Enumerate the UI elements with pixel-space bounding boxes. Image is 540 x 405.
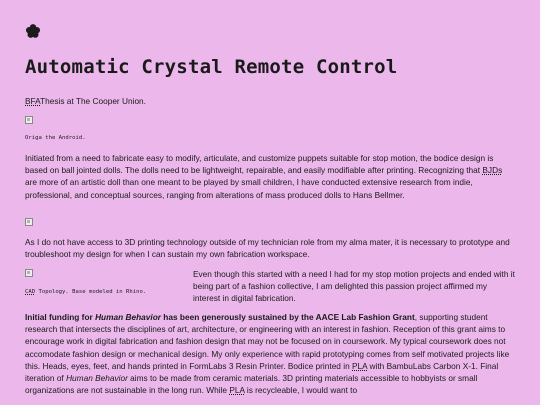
image-caption: Origa the Android. — [25, 135, 86, 141]
bjds-abbr: BJDs — [482, 165, 503, 176]
paragraph-prototype: As I do not have access to 3D printing technology outside of my technician role from my alma mater, it is necessary to prototype and troubleshoot my design for when I can sustain my own fabrication workspace. — [25, 237, 510, 260]
bfa-abbr: BFA — [25, 96, 41, 106]
image-caption: CAD Topology. Base modeled in Rhino. — [25, 289, 147, 295]
page-title: Automatic Crystal Remote Control — [25, 56, 398, 78]
pla-abbr: PLA — [352, 360, 368, 371]
paragraph-passion: Even though this started with a need I had for my stop motion projects and ended with it being part of a fashion collective, I am delighted this passion project affirmed my interest in digital fabrication. — [193, 269, 515, 304]
intro-text: BFAThesis at The Cooper Union. — [25, 96, 146, 106]
broken-image-icon — [25, 269, 33, 277]
pla-abbr: PLA — [229, 385, 245, 396]
broken-image-icon — [25, 218, 33, 226]
broken-image-icon — [25, 116, 33, 124]
paragraph-design: Initiated from a need to fabricate easy to modify, articulate, and customize puppets suitable for stop motion, the bodice design is based on ball jointed dolls. The dolls need to be lightweight, repairable, and easily modifiable after printing. Recognizing that BJDs are more of an artistic doll than one meant to be played by small children, I have conducted extensive research from indie, professional, and conceptual sources, ranging from alterations of mass produced dolls to Hans Bellmer. — [25, 153, 503, 200]
cad-abbr: CAD — [25, 289, 36, 295]
flower-logo-icon[interactable] — [25, 23, 41, 39]
paragraph-funding: Initial funding for Human Behavior has been generously sustained by the AACE Lab Fashion Grant, supporting student research that intersects the disciplines of art, architecture, or engineering with an interest in fashion. Reception of this grant aims to encourage work in digital fabrication and fashion design that may not be focused on in coursework. My typical coursework does not accomodate fashion design or mechanical design. My only experience with rapid prototyping comes from self motivated projects like this. Heads, eyes, feet, and hands printed in FormLabs 3 Resin Printer. Bodice printed in PLA with BambuLabs Carbon X-1. Final iteration of Human Behavior aims to be made from ceramic materials. 3D printing materials accessible to hobbyists or small organizations are not sustainable in the long run. While PLA is recycleable, I would want to — [25, 312, 510, 396]
